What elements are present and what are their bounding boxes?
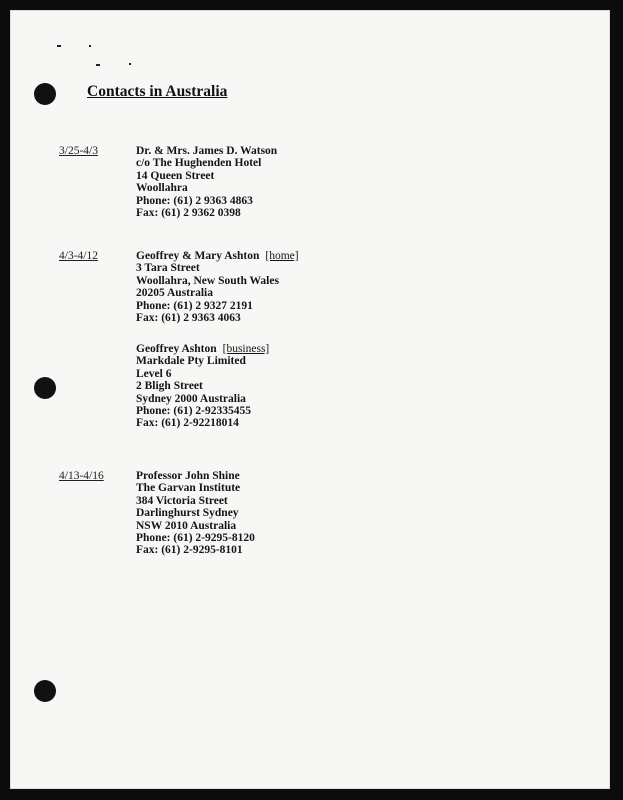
address-line: 3 Tara Street <box>136 262 200 275</box>
contact-name: Professor John Shine <box>136 470 240 482</box>
binder-hole-bottom <box>34 680 56 702</box>
phone-line: Phone: (61) 2-92335455 <box>136 405 251 418</box>
contact-name: Geoffrey & Mary Ashton <box>136 250 260 262</box>
phone-line: Phone: (61) 2 9327 2191 <box>136 299 253 312</box>
fax-line: Fax: (61) 2 9363 4063 <box>136 312 241 325</box>
fax-line: Fax: (61) 2 9362 0398 <box>136 207 241 220</box>
contact-name: Dr. & Mrs. James D. Watson <box>136 145 278 157</box>
address-line: Level 6 <box>136 367 172 380</box>
contact-tag: [business] <box>222 343 270 355</box>
document-page <box>10 10 610 789</box>
ink-speck <box>96 64 100 66</box>
contact-block <box>136 343 269 430</box>
phone-line: Phone: (61) 2 9363 4863 <box>136 194 253 207</box>
address-line: 14 Queen Street <box>136 169 215 182</box>
date-range: 4/13-4/16 <box>59 470 104 482</box>
date-range: 4/3-4/12 <box>59 250 98 262</box>
address-line: Woollahra, New South Wales <box>136 274 279 287</box>
contact-block <box>136 250 299 324</box>
date-range: 3/25-4/3 <box>59 145 98 157</box>
address-line: 2 Bligh Street <box>136 380 203 393</box>
address-line: 20205 Australia <box>136 287 213 300</box>
ink-speck <box>89 45 91 47</box>
contact-name: Geoffrey Ashton <box>136 343 217 355</box>
address-line: c/o The Hughenden Hotel <box>136 157 262 170</box>
contact-block <box>136 470 255 557</box>
page-title: Contacts in Australia <box>87 83 228 100</box>
contact-tag: [home] <box>265 250 299 262</box>
address-line: Sydney 2000 Australia <box>136 392 246 405</box>
ink-speck <box>57 45 61 47</box>
address-line: The Garvan Institute <box>136 482 241 495</box>
address-line: NSW 2010 Australia <box>136 519 237 532</box>
phone-line: Phone: (61) 2-9295-8120 <box>136 532 255 545</box>
contact-block <box>136 145 277 219</box>
address-line: 384 Victoria Street <box>136 494 228 507</box>
binder-hole-middle <box>34 377 56 399</box>
ink-speck <box>129 63 131 65</box>
address-line: Woollahra <box>136 182 188 195</box>
address-line: Darlinghurst Sydney <box>136 507 239 520</box>
binder-hole-top <box>34 83 56 105</box>
address-line: Markdale Pty Limited <box>136 355 246 368</box>
fax-line: Fax: (61) 2-9295-8101 <box>136 544 243 557</box>
fax-line: Fax: (61) 2-92218014 <box>136 417 239 430</box>
